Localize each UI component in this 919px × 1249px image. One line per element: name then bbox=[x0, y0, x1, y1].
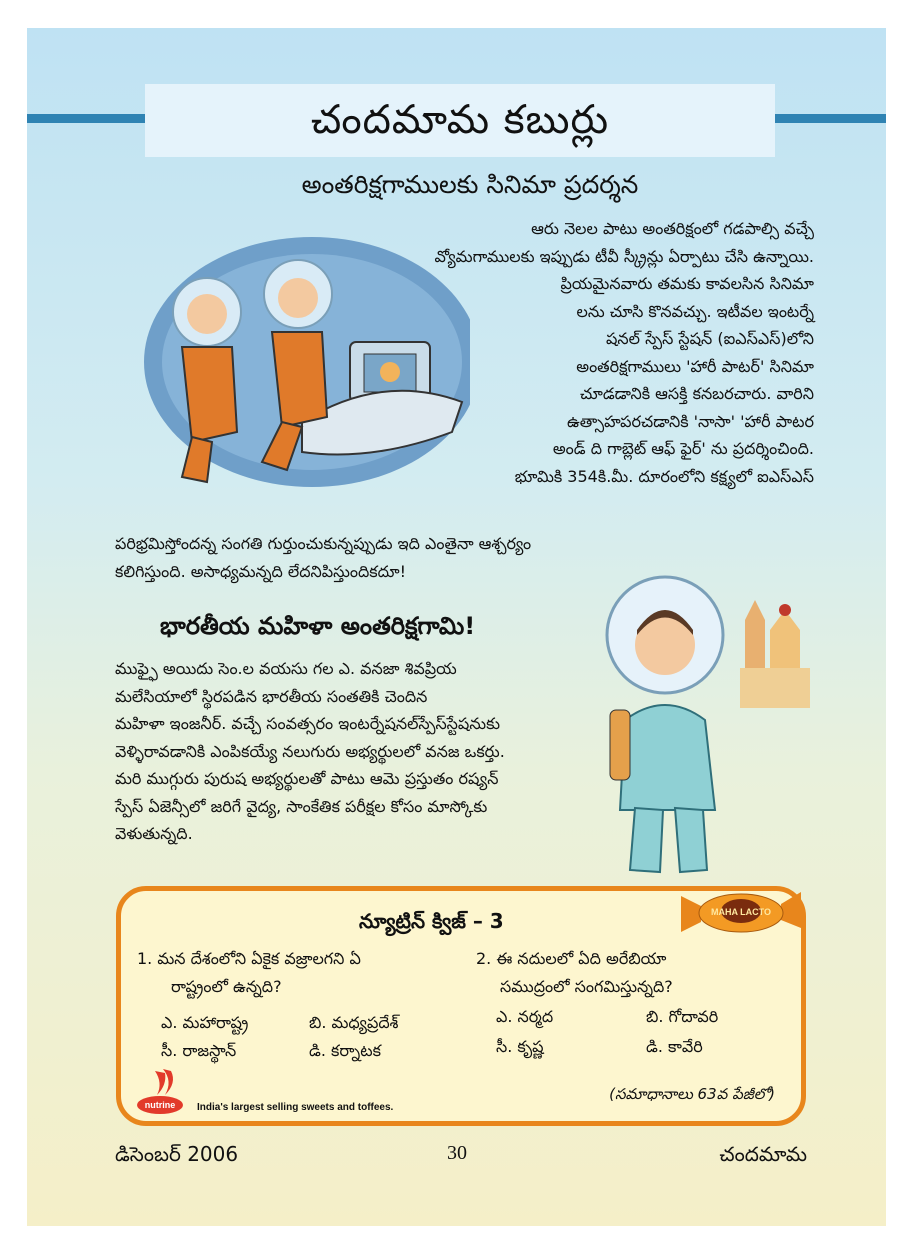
text-line: స్పేస్‌ ఏజెన్సీలో జరిగే వైద్య, సాంకేతిక పరీక్షల కోసం మాస్కోకు bbox=[115, 796, 488, 816]
text-line: అంతరిక్షగాములు 'హారీ పాటర్' సినిమా bbox=[576, 356, 814, 376]
q1-option-d: డి. కర్నాటక bbox=[309, 1041, 381, 1060]
text-line: కలిగిస్తుంది. అసాధ్యమన్నది లేదనిపిస్తుందికదూ! bbox=[115, 561, 407, 581]
text-line: చూడడానికి ఆసక్తి కనబరచారు. వారిని bbox=[579, 384, 814, 403]
article1-wrapped-text bbox=[435, 215, 815, 490]
article2-text bbox=[115, 655, 505, 848]
text-line: వెళుతున్నది. bbox=[115, 824, 193, 843]
question-2-line-2: సముద్రంలో సంగమిస్తున్నది? bbox=[500, 977, 673, 996]
question-2 bbox=[476, 945, 673, 1001]
q2-option-d: డి. కావేరి bbox=[646, 1037, 703, 1056]
logo-label: nutrine bbox=[144, 1100, 176, 1110]
question-1 bbox=[137, 945, 361, 1001]
text-line: ప్రియమైనవారు తమకు కావలసిన సినిమా bbox=[560, 274, 814, 293]
question-2-line-1: 2. ఈ నదులలో ఏది అరేబియా bbox=[476, 949, 667, 968]
text-line: భూమికి 354కి.మీ. దూరంలోని కక్ష్యలో ఐఎస్‌ఎస్‌ bbox=[514, 466, 814, 486]
answers-note: (సమాధానాలు 63వ పేజీలో) bbox=[609, 1085, 775, 1103]
title-rule-left bbox=[27, 114, 147, 123]
woman-astronaut-illustration bbox=[595, 560, 820, 880]
tagline: India's largest selling sweets and toffees. bbox=[197, 1102, 394, 1113]
text-line: మరి ముగ్గురు పురుష అభ్యర్థులతో పాటు ఆమె ప్రస్తుతం రష్యన్ bbox=[115, 769, 499, 788]
text-line: ఉత్సాహపరచడానికి 'నాసా' 'హారీ పాటర bbox=[567, 411, 814, 431]
nutrine-logo-icon bbox=[135, 1067, 185, 1115]
q1-option-c: సీ. రాజస్థాన్ bbox=[161, 1041, 237, 1060]
text-line: ముఫ్ఫై అయిదు సెం.ల వయసు గల ఎ. వనజా శివప్రియ bbox=[115, 659, 457, 678]
q2-option-c: సీ. కృష్ణ bbox=[496, 1037, 544, 1056]
footer-magazine-name: చందమామ bbox=[719, 1142, 807, 1166]
text-line: మలేసియాలో స్థిరపడిన భారతీయ సంతతికి చెందిన bbox=[115, 686, 428, 706]
text-line: మహిళా ఇంజనీర్. వచ్చే సంవత్సరం ఇంటర్నేషనల్‌స్పేస్‌స్టేషనుకు bbox=[115, 714, 500, 733]
text-line: వ్యోమగాములకు ఇప్పుడు టీవీ స్క్రీన్లు ఏర్పాటు చేసి ఉన్నాయి. bbox=[434, 246, 814, 266]
footer-date: డిసెంబర్ 2006 bbox=[115, 1142, 239, 1166]
article1-title: అంతరిక్షగాములకు సినిమా ప్రదర్శన bbox=[301, 170, 639, 199]
text-line: ఆరు నెలల పాటు అంతరిక్షంలో గడపాల్సి వచ్చే bbox=[531, 219, 814, 238]
q1-option-a: ఎ. మహారాష్ట్ర bbox=[161, 1013, 249, 1032]
question-1-line-1: 1. మన దేశంలోని ఏకైక వజ్రాలగని ఏ bbox=[137, 949, 361, 968]
text-line: షనల్‌ స్పేస్‌ స్టేషన్‌ (ఐఎస్‌ఎస్‌)లోని bbox=[606, 329, 814, 348]
candy-label: MAHA LACTO bbox=[711, 907, 771, 917]
quiz-box bbox=[116, 886, 806, 1126]
quiz-title: న్యూట్రిన్ క్విజ్ – 3 bbox=[359, 909, 504, 933]
page-number: 30 bbox=[447, 1142, 467, 1164]
text-line: వెళ్ళిరావడానికి ఎంపికయ్యే నలుగురు అభ్యర్థులలో వనజ ఒకర్తు. bbox=[115, 741, 505, 761]
article2-title: భారతీయ మహిళా అంతరిక్షగామి! bbox=[160, 612, 476, 640]
question-1-line-2: రాష్ట్రంలో ఉన్నది? bbox=[171, 977, 282, 996]
magazine-section-title: చందమామ కబుర్లు bbox=[145, 84, 775, 157]
text-line: అండ్ ది గాబ్లెట్ ఆఫ్ ఫైర్' ను ప్రదర్శించింది. bbox=[552, 439, 814, 458]
title-rule-right bbox=[775, 114, 886, 123]
q2-option-a: ఎ. నర్మద bbox=[496, 1007, 554, 1026]
text-line: లను చూసి కొనవచ్చు. ఇటీవల ఇంటర్నే bbox=[576, 301, 814, 321]
astronauts-illustration bbox=[112, 232, 470, 494]
candy-wrapper-icon bbox=[676, 886, 806, 938]
article1-full-text bbox=[115, 530, 531, 585]
q2-option-b: బి. గోదావరి bbox=[646, 1007, 719, 1026]
text-line: పరిభ్రమిస్తోందన్న సంగతి గుర్తుంచుకున్నప్పుడు ఇది ఎంతైనా ఆశ్చర్యం bbox=[115, 534, 532, 553]
q1-option-b: బి. మధ్యప్రదేశ్ bbox=[309, 1013, 399, 1032]
